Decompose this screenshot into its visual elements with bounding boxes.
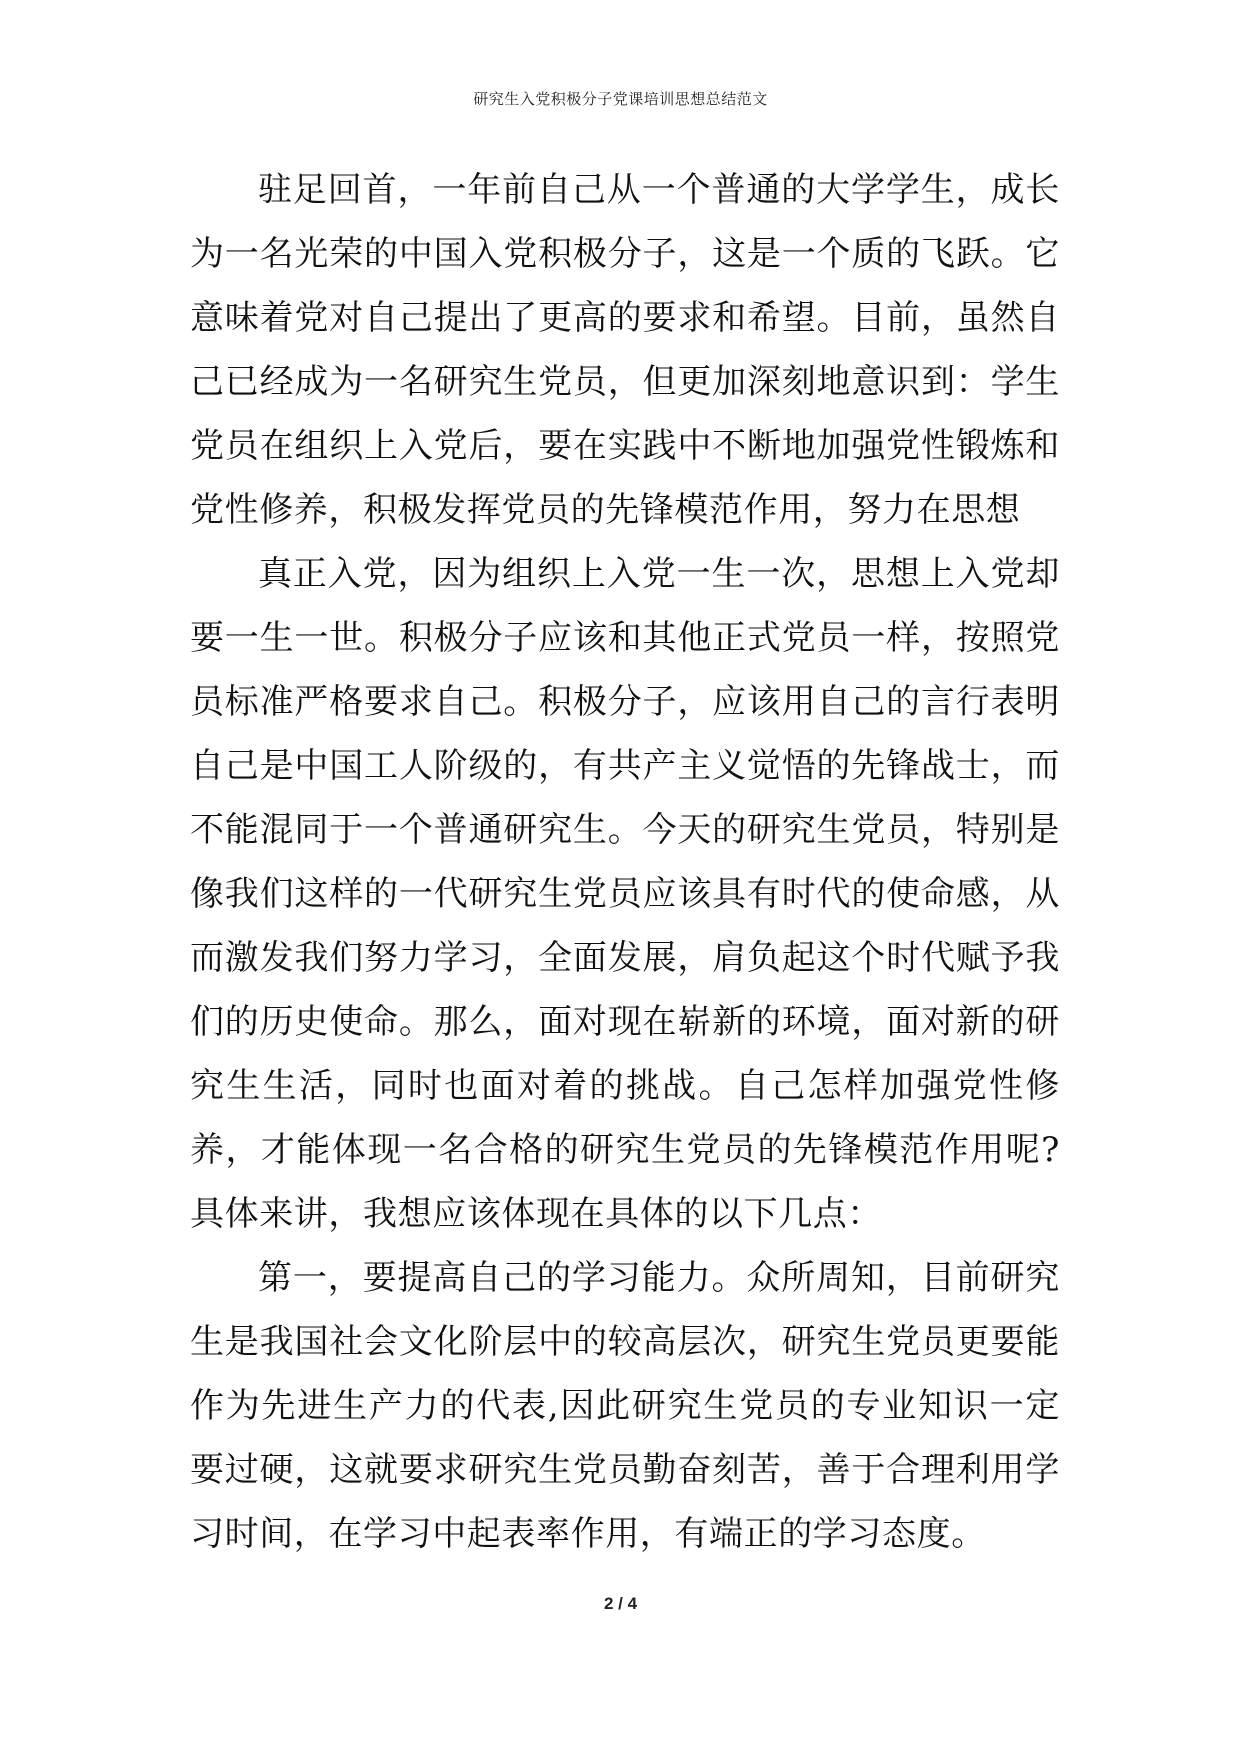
body-paragraph-3: 第一，要提高自己的学习能力。众所周知，目前研究生是我国社会文化阶层中的较高层次，研究生党员更要能作为先进生产力的代表,因此研究生党员的专业知识一定要过硬，这就要求研究生党员勤奋刻苦，善于合理利用学习时间，在学习中起表率作用，有端正的学习态度。 bbox=[190, 1258, 1060, 1554]
body-paragraph-2: 真正入党，因为组织上入党一生一次，思想上入党却要一生一世。积极分子应该和其他正式党员一样，按照党员标准严格要求自己。积极分子，应该用自己的言行表明自己是中国工人阶级的，有共产主义觉悟的先锋战士，而不能混同于一个普通研究生。今天的研究生党员，特别是像我们这样的一代研究生党员应该具有时代的使命感，从而激发我们努力学习，全面发展，肩负起这个时代赋予我们的历史使命。那么，面对现在崭新的环境，面对新的研究生生活，同时也面对着的挑战。自己怎样加强党性修养，才能体现一名合格的研究生党员的先锋模范作用呢?具体来讲，我想应该体现在具体的以下几点： bbox=[190, 554, 1060, 1234]
page-header-title: 研究生入党积极分子党课培训思想总结范文 bbox=[473, 90, 768, 108]
page-number: 2 / 4 bbox=[603, 1594, 638, 1613]
document-body bbox=[190, 158, 1060, 1566]
body-paragraph-1: 驻足回首，一年前自己从一个普通的大学学生，成长为一名光荣的中国入党积极分子，这是一个质的飞跃。它意味着党对自己提出了更高的要求和希望。目前，虽然自己已经成为一名研究生党员，但更加深刻地意识到：学生党员在组织上入党后，要在实践中不断地加强党性锻炼和党性修养，积极发挥党员的先锋模范作用，努力在思想 bbox=[190, 170, 1060, 530]
